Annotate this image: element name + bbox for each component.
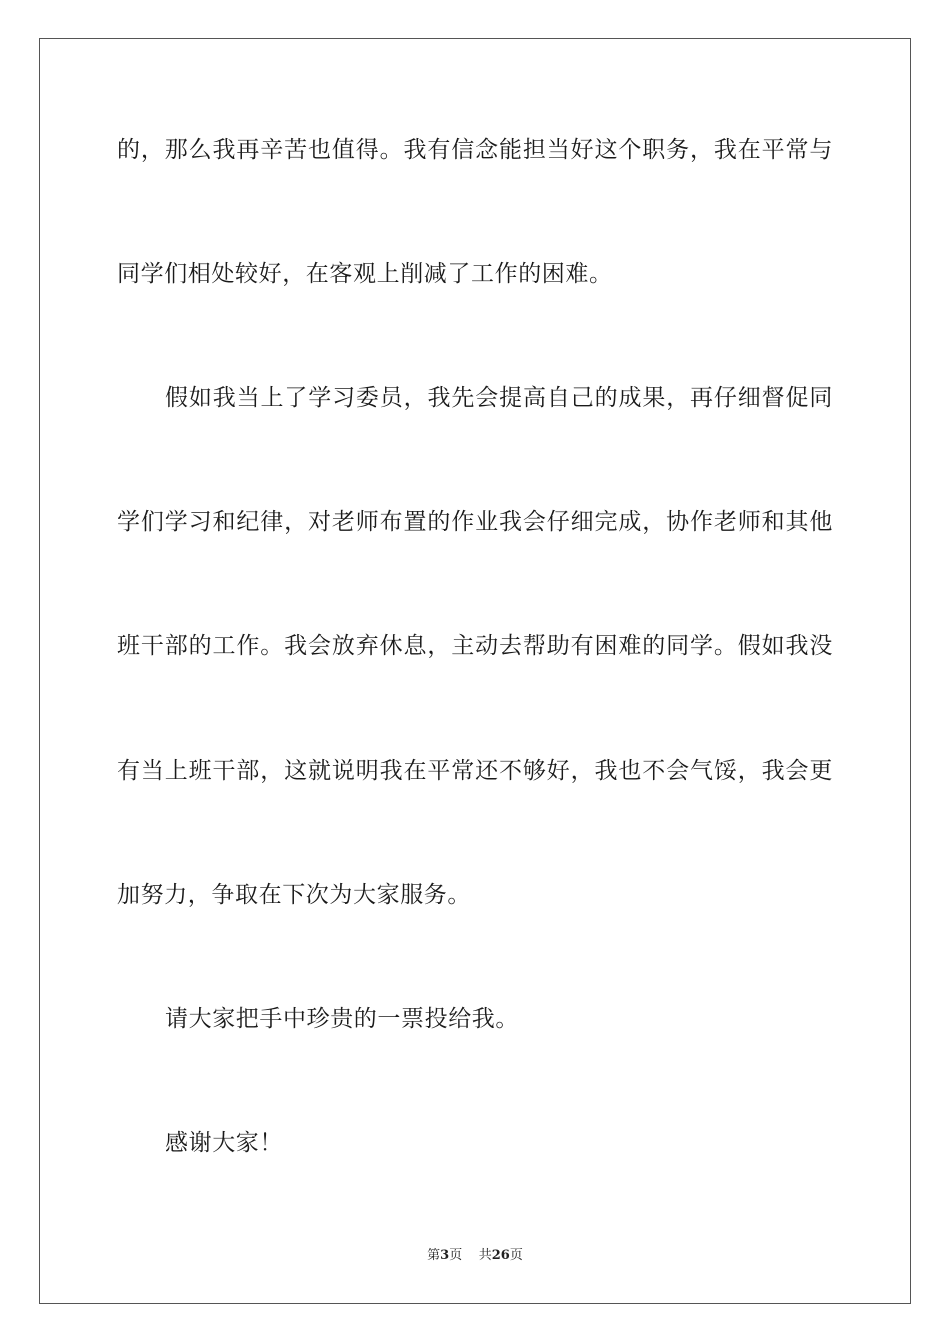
body-text-line-6: 有当上班干部，这就说明我在平常还不够好，我也不会气馁，我会更: [117, 758, 833, 784]
footer-page-current: 3: [440, 1248, 450, 1263]
page-frame: [39, 38, 911, 1304]
body-text-line-7: 加努力，争取在下次为大家服务。: [117, 882, 471, 908]
body-text-line-8: 请大家把手中珍贵的一票投给我。: [165, 1006, 519, 1032]
footer-total-prefix: 共: [478, 1248, 492, 1263]
body-text-line-5: 班干部的工作。我会放弃休息，主动去帮助有困难的同学。假如我没: [117, 633, 833, 659]
page-footer: [0, 1247, 950, 1265]
footer-page-total: 26: [491, 1248, 510, 1263]
body-text-line-1: 的，那么我再辛苦也值得。我有信念能担当好这个职务，我在平常与: [117, 137, 833, 163]
body-text-line-9: 感谢大家！: [165, 1130, 283, 1156]
body-text-line-4: 学们学习和纪律，对老师布置的作业我会仔细完成，协作老师和其他: [117, 509, 833, 535]
footer-page-prefix: 第: [427, 1248, 441, 1263]
footer-total-suffix: 页: [509, 1248, 523, 1263]
footer-page-suffix: 页: [449, 1248, 463, 1263]
body-text-line-3: 假如我当上了学习委员，我先会提高自己的成果，再仔细督促同: [165, 385, 833, 411]
body-text-line-2: 同学们相处较好，在客观上削减了工作的困难。: [117, 261, 613, 287]
